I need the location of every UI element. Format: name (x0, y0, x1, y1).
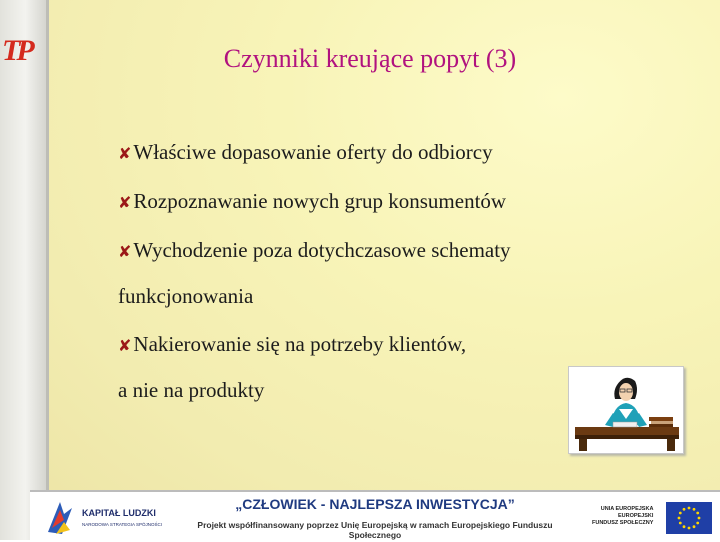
footer-banner (30, 490, 720, 542)
bullet-continuation: a nie na produkty (118, 378, 265, 402)
footer-title: „CZŁOWIEK - NAJLEPSZA INWESTYCJA” (235, 496, 515, 512)
cross-bullet-icon: ✘ (118, 336, 132, 355)
tp-logo: TP (2, 34, 31, 67)
footer-subtitle: Projekt współfinansowany poprzez Unię Europejską w ramach Europejskiego Funduszu Społecznego (197, 520, 553, 540)
bullet-item (118, 187, 588, 217)
bullet-item (118, 236, 588, 266)
kapital-ludzki-title: KAPITAŁ LUDZKI (82, 508, 156, 518)
eu-label-line3: FUNDUSZ SPOŁECZNY (592, 520, 654, 526)
bullet-continuation: funkcjonowania (118, 284, 254, 308)
woman-at-desk-clipart (568, 366, 684, 454)
bullet-item (118, 330, 588, 360)
kapital-ludzki-logo (44, 498, 174, 538)
bullet-text: Nakierowanie się na potrzeby klientów, (133, 332, 467, 356)
bullet-text: Rozpoznawanie nowych grup konsumentów (133, 189, 507, 213)
bullet-item (118, 138, 588, 168)
cross-bullet-icon: ✘ (118, 193, 132, 212)
eu-label-line1: UNIA EUROPEJSKA (600, 506, 654, 512)
kapital-ludzki-subtitle: NARODOWA STRATEGIA SPÓJNOŚCI (82, 522, 163, 527)
eu-label (592, 506, 653, 527)
bullet-text: Wychodzenie poza dotychczasowe schematy (133, 238, 511, 262)
slide-title: Czynniki kreujące popyt (3) (223, 44, 517, 73)
bullet-text: Właściwe dopasowanie oferty do odbiorcy (133, 140, 493, 164)
left-sidebar (0, 0, 49, 540)
cross-bullet-icon: ✘ (118, 144, 132, 163)
eu-label-line2: EUROPEJSKI (617, 513, 654, 519)
cross-bullet-icon: ✘ (118, 242, 132, 261)
eu-flag-icon (666, 502, 712, 534)
bullet-list (118, 138, 588, 405)
